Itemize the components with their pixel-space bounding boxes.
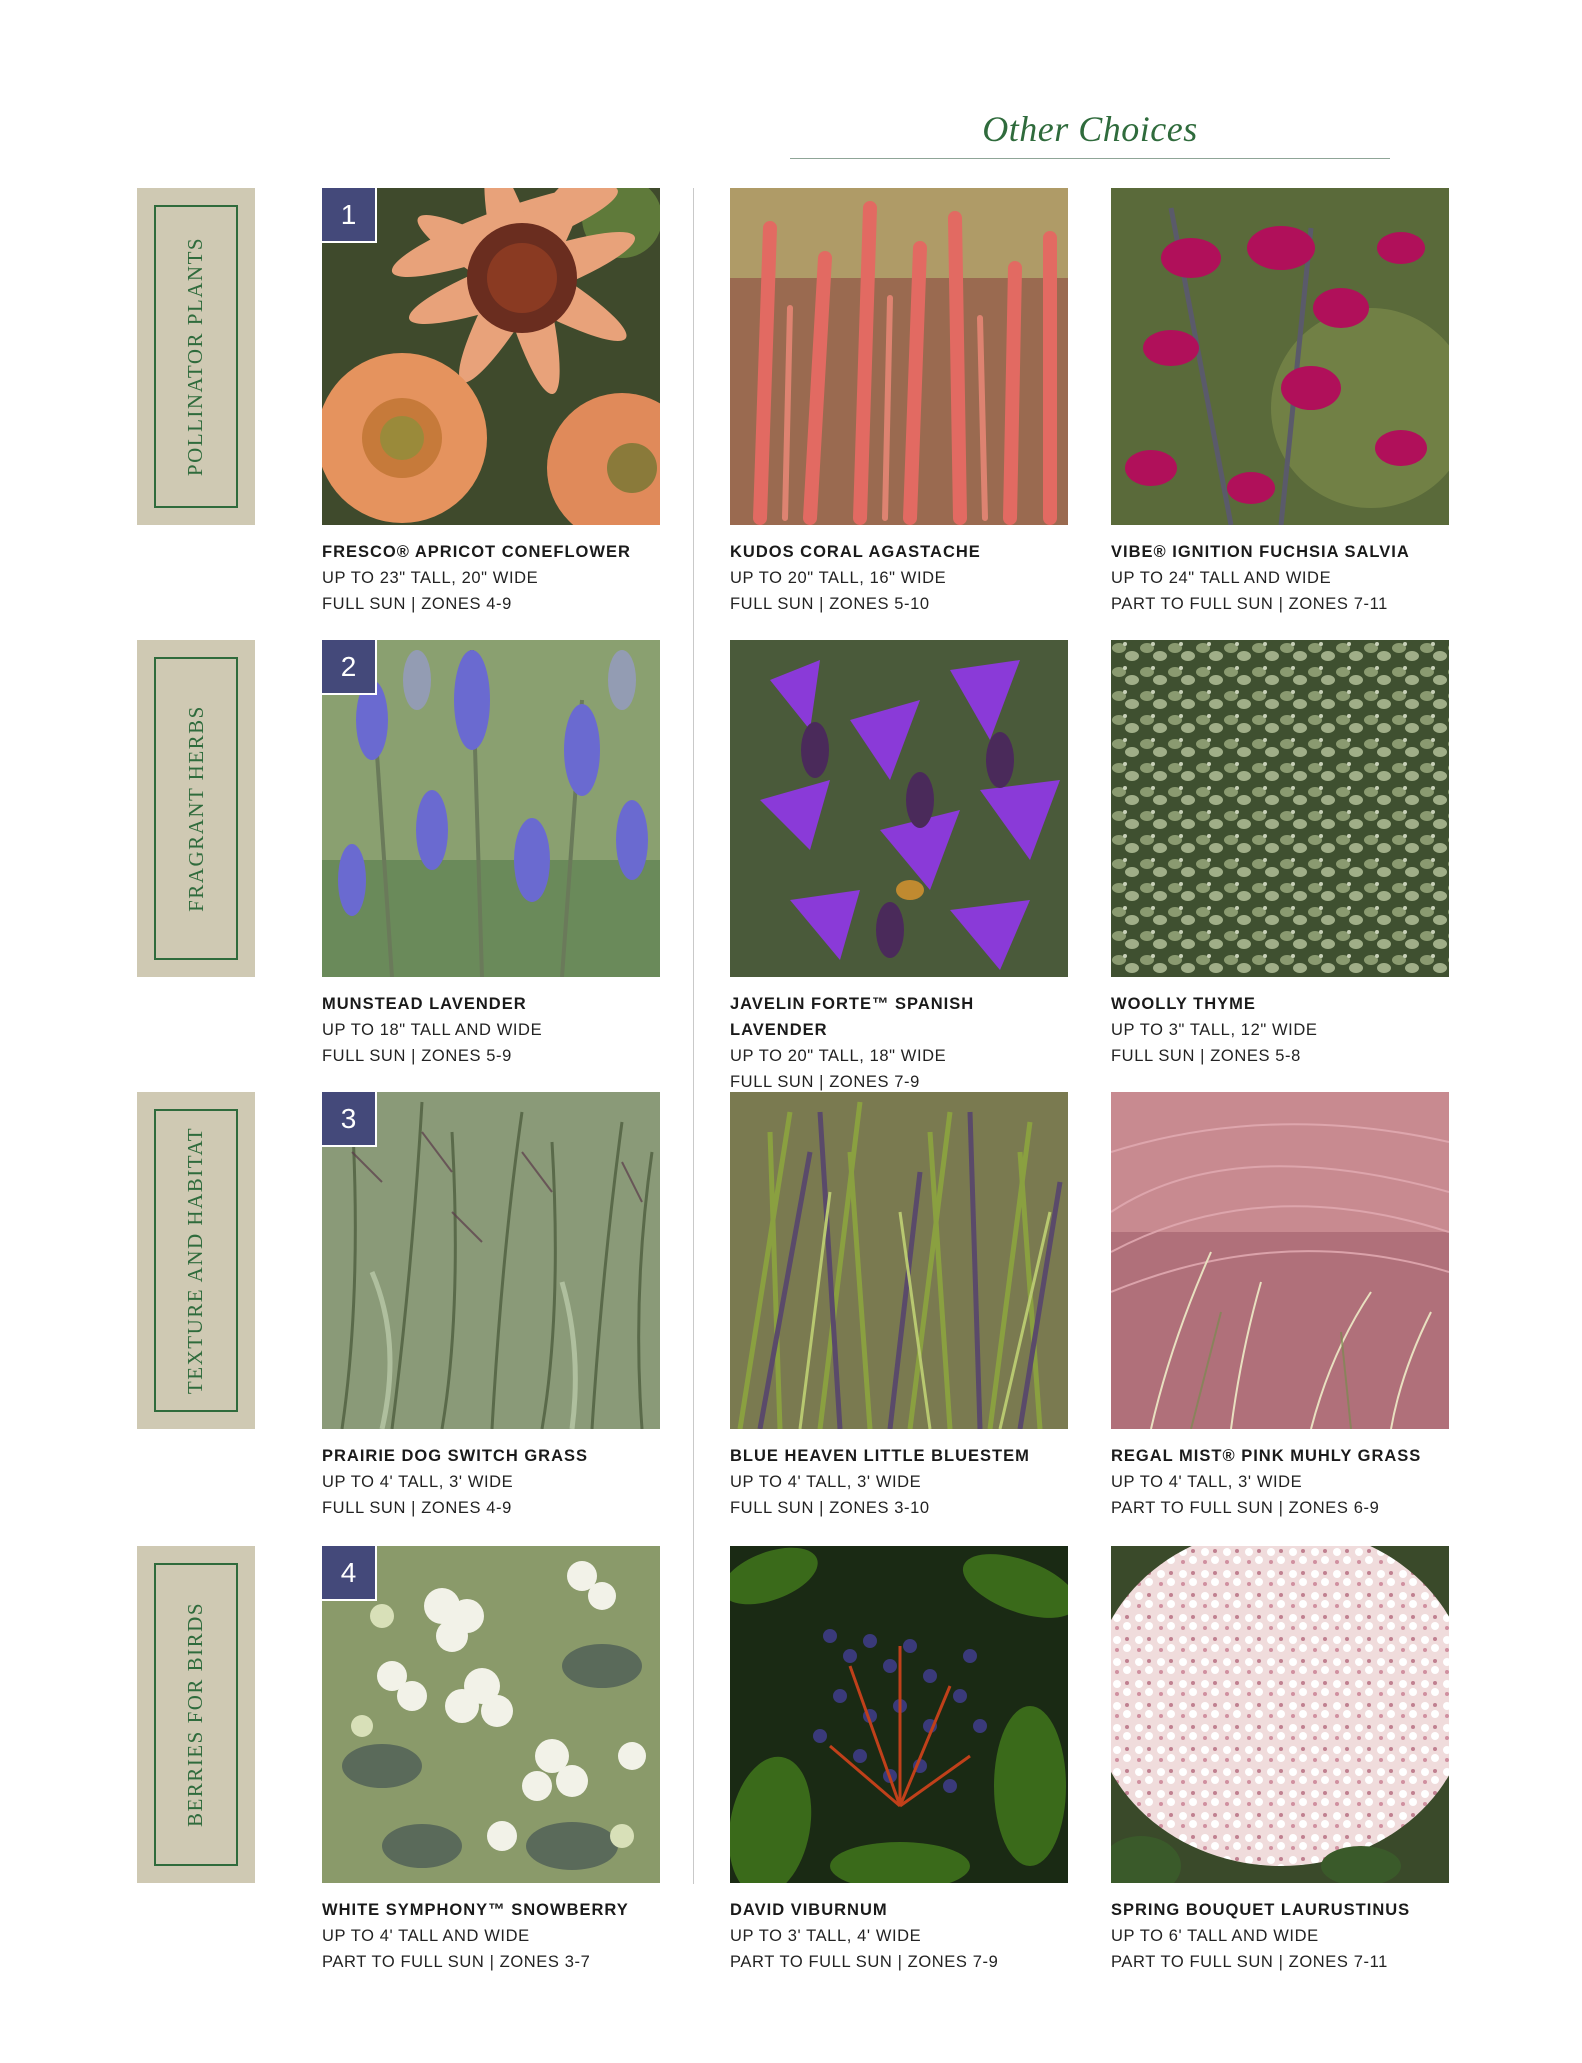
plant-card-muhly-grass	[1111, 1092, 1449, 1521]
plant-name: BLUE HEAVEN LITTLE BLUESTEM	[730, 1447, 1030, 1465]
plant-name: MUNSTEAD LAVENDER	[322, 995, 527, 1013]
plant-sun-zones: FULL SUN | ZONES 4-9	[322, 1499, 512, 1517]
snowberry-photo	[322, 1546, 660, 1883]
plant-size: UP TO 23" TALL, 20" WIDE	[322, 569, 539, 587]
plant-sun-zones: FULL SUN | ZONES 3-10	[730, 1499, 930, 1517]
category-number-badge: 4	[322, 1546, 377, 1601]
plant-card-coneflower	[322, 188, 660, 617]
plant-card-bluestem	[730, 1092, 1068, 1521]
plant-name: KUDOS CORAL AGASTACHE	[730, 543, 981, 561]
plant-size: UP TO 4' TALL AND WIDE	[322, 1927, 530, 1945]
category-label: POLLINATOR PLANTS	[183, 236, 208, 477]
plant-size: UP TO 4' TALL, 3' WIDE	[322, 1473, 514, 1491]
spanish-lavender-photo	[730, 640, 1068, 977]
plant-name: VIBE® IGNITION FUCHSIA SALVIA	[1111, 543, 1410, 561]
plant-sun-zones: FULL SUN | ZONES 5-8	[1111, 1047, 1301, 1065]
plant-sun-zones: PART TO FULL SUN | ZONES 3-7	[322, 1953, 591, 1971]
plant-size: UP TO 18" TALL AND WIDE	[322, 1021, 543, 1039]
category-label: BERRIES FOR BIRDS	[183, 1601, 208, 1828]
plant-size: UP TO 24" TALL AND WIDE	[1111, 569, 1332, 587]
plant-name: DAVID VIBURNUM	[730, 1901, 888, 1919]
row-berries-for-birds	[0, 1546, 1582, 2006]
plant-card-munstead-lavender	[322, 640, 660, 1069]
plant-card-snowberry	[322, 1546, 660, 1975]
agastache-photo	[730, 188, 1068, 525]
plant-card-woolly-thyme	[1111, 640, 1449, 1069]
plant-size: UP TO 6' TALL AND WIDE	[1111, 1927, 1319, 1945]
plant-name: JAVELIN FORTE™ SPANISH LAVENDER	[730, 995, 975, 1039]
plant-card-agastache	[730, 188, 1068, 617]
plant-size: UP TO 3" TALL, 12" WIDE	[1111, 1021, 1318, 1039]
plant-card-laurustinus	[1111, 1546, 1449, 1975]
plant-sun-zones: PART TO FULL SUN | ZONES 6-9	[1111, 1499, 1380, 1517]
plant-card-switch-grass	[322, 1092, 660, 1521]
plant-size: UP TO 20" TALL, 16" WIDE	[730, 569, 947, 587]
bluestem-photo	[730, 1092, 1068, 1429]
title-rule	[790, 158, 1390, 159]
plant-size: UP TO 3' TALL, 4' WIDE	[730, 1927, 922, 1945]
plant-size: UP TO 20" TALL, 18" WIDE	[730, 1047, 947, 1065]
plant-card-spanish-lavender	[730, 640, 1068, 1095]
plant-sun-zones: PART TO FULL SUN | ZONES 7-11	[1111, 595, 1388, 613]
category-tab	[137, 1092, 255, 1429]
plant-name: FRESCO® APRICOT CONEFLOWER	[322, 543, 631, 561]
plant-name: WOOLLY THYME	[1111, 995, 1256, 1013]
plant-name: PRAIRIE DOG SWITCH GRASS	[322, 1447, 589, 1465]
plant-size: UP TO 4' TALL, 3' WIDE	[1111, 1473, 1303, 1491]
row-fragrant-herbs	[0, 640, 1582, 1100]
viburnum-photo	[730, 1546, 1068, 1883]
category-label: FRAGRANT HERBS	[183, 705, 208, 912]
category-number-badge: 1	[322, 188, 377, 243]
plant-sun-zones: FULL SUN | ZONES 4-9	[322, 595, 512, 613]
muhly-grass-photo	[1111, 1092, 1449, 1429]
row-texture-habitat	[0, 1092, 1582, 1552]
plant-card-salvia	[1111, 188, 1449, 617]
plant-size: UP TO 4' TALL, 3' WIDE	[730, 1473, 922, 1491]
category-number-badge: 3	[322, 1092, 377, 1147]
plant-sun-zones: PART TO FULL SUN | ZONES 7-9	[730, 1953, 999, 1971]
category-tab	[137, 640, 255, 977]
plant-card-david-viburnum	[730, 1546, 1068, 1975]
laurustinus-photo	[1111, 1546, 1449, 1883]
thyme-photo	[1111, 640, 1449, 977]
category-tab	[137, 1546, 255, 1883]
plant-sun-zones: FULL SUN | ZONES 5-10	[730, 595, 930, 613]
category-tab	[137, 188, 255, 525]
plant-name: REGAL MIST® PINK MUHLY GRASS	[1111, 1447, 1422, 1465]
row-pollinator-plants	[0, 188, 1582, 648]
plant-sun-zones: FULL SUN | ZONES 7-9	[730, 1073, 920, 1091]
category-label: TEXTURE AND HABITAT	[183, 1126, 208, 1395]
plant-sun-zones: FULL SUN | ZONES 5-9	[322, 1047, 512, 1065]
plant-name: WHITE SYMPHONY™ SNOWBERRY	[322, 1901, 629, 1919]
plant-name: SPRING BOUQUET LAURUSTINUS	[1111, 1901, 1411, 1919]
lavender-photo	[322, 640, 660, 977]
plant-sun-zones: PART TO FULL SUN | ZONES 7-11	[1111, 1953, 1388, 1971]
section-title: Other Choices	[982, 109, 1198, 149]
switch-grass-photo	[322, 1092, 660, 1429]
category-number-badge: 2	[322, 640, 377, 695]
salvia-photo	[1111, 188, 1449, 525]
coneflower-photo	[322, 188, 660, 525]
